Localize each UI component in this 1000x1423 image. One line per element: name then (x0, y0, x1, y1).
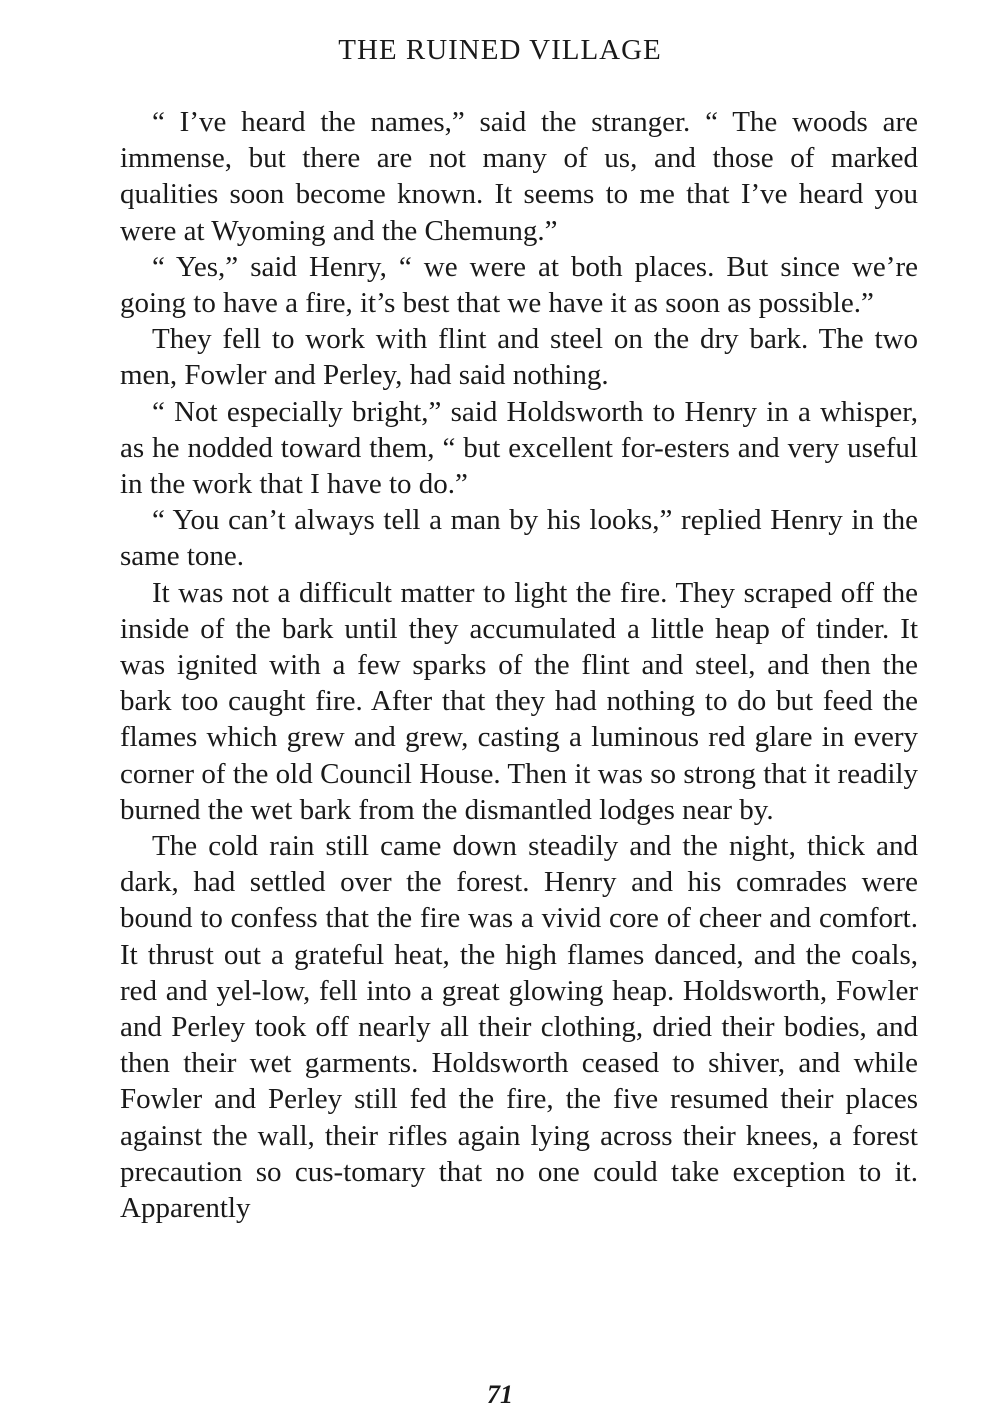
running-head: THE RUINED VILLAGE (338, 34, 662, 66)
paragraph: “ Yes,” said Henry, “ we were at both places. But since we’re going to have a fire, it’s best that we have it as soon as possible.” (120, 250, 918, 320)
page-number: 71 (487, 1380, 513, 1409)
paragraph: “ I’ve heard the names,” said the stranger. “ The woods are immense, but there are not many of us, and those of marked qualities soon become known. It seems to me that I’ve heard you were at Wyoming and the Chemung.” (120, 106, 918, 247)
body-text (120, 104, 918, 1226)
paragraph: The cold rain still came down steadily and the night, thick and dark, had settled over the forest. Henry and his comrades were bound to confess that the fire was a vivid core of cheer and comfort. It thrust out a grateful heat, the high flames danced, and the coals, red and yel-low, fell into a great glowing heap. Holdsworth, Fowler and Perley took off nearly all their clothing, dried their bodies, and then their wet garments. Holdsworth ceased to shiver, and while Fowler and Perley still fed the fire, the five resumed their places against the wall, their rifles again lying across their knees, a forest precaution so cus-tomary that no one could take exception to it. Apparently (120, 830, 918, 1225)
paragraph: “ You can’t always tell a man by his looks,” replied Henry in the same tone. (120, 504, 918, 573)
paragraph: They fell to work with flint and steel on the dry bark. The two men, Fowler and Perley, had said nothing. (120, 323, 918, 392)
paragraph: It was not a difficult matter to light the fire. They scraped off the inside of the bark until they accumulated a little heap of tinder. It was ignited with a few sparks of the flint and steel, and then the bark too caught fire. After that they had nothing to do but feed the flames which grew and grew, casting a luminous red glare in every corner of the old Council House. Then it was so strong that it readily burned the wet bark from the dismantled lodges near by. (120, 576, 918, 826)
paragraph: “ Not especially bright,” said Holdsworth to Henry in a whisper, as he nodded toward them, “ but excellent for-esters and very useful in the work that I have to do.” (120, 395, 918, 501)
